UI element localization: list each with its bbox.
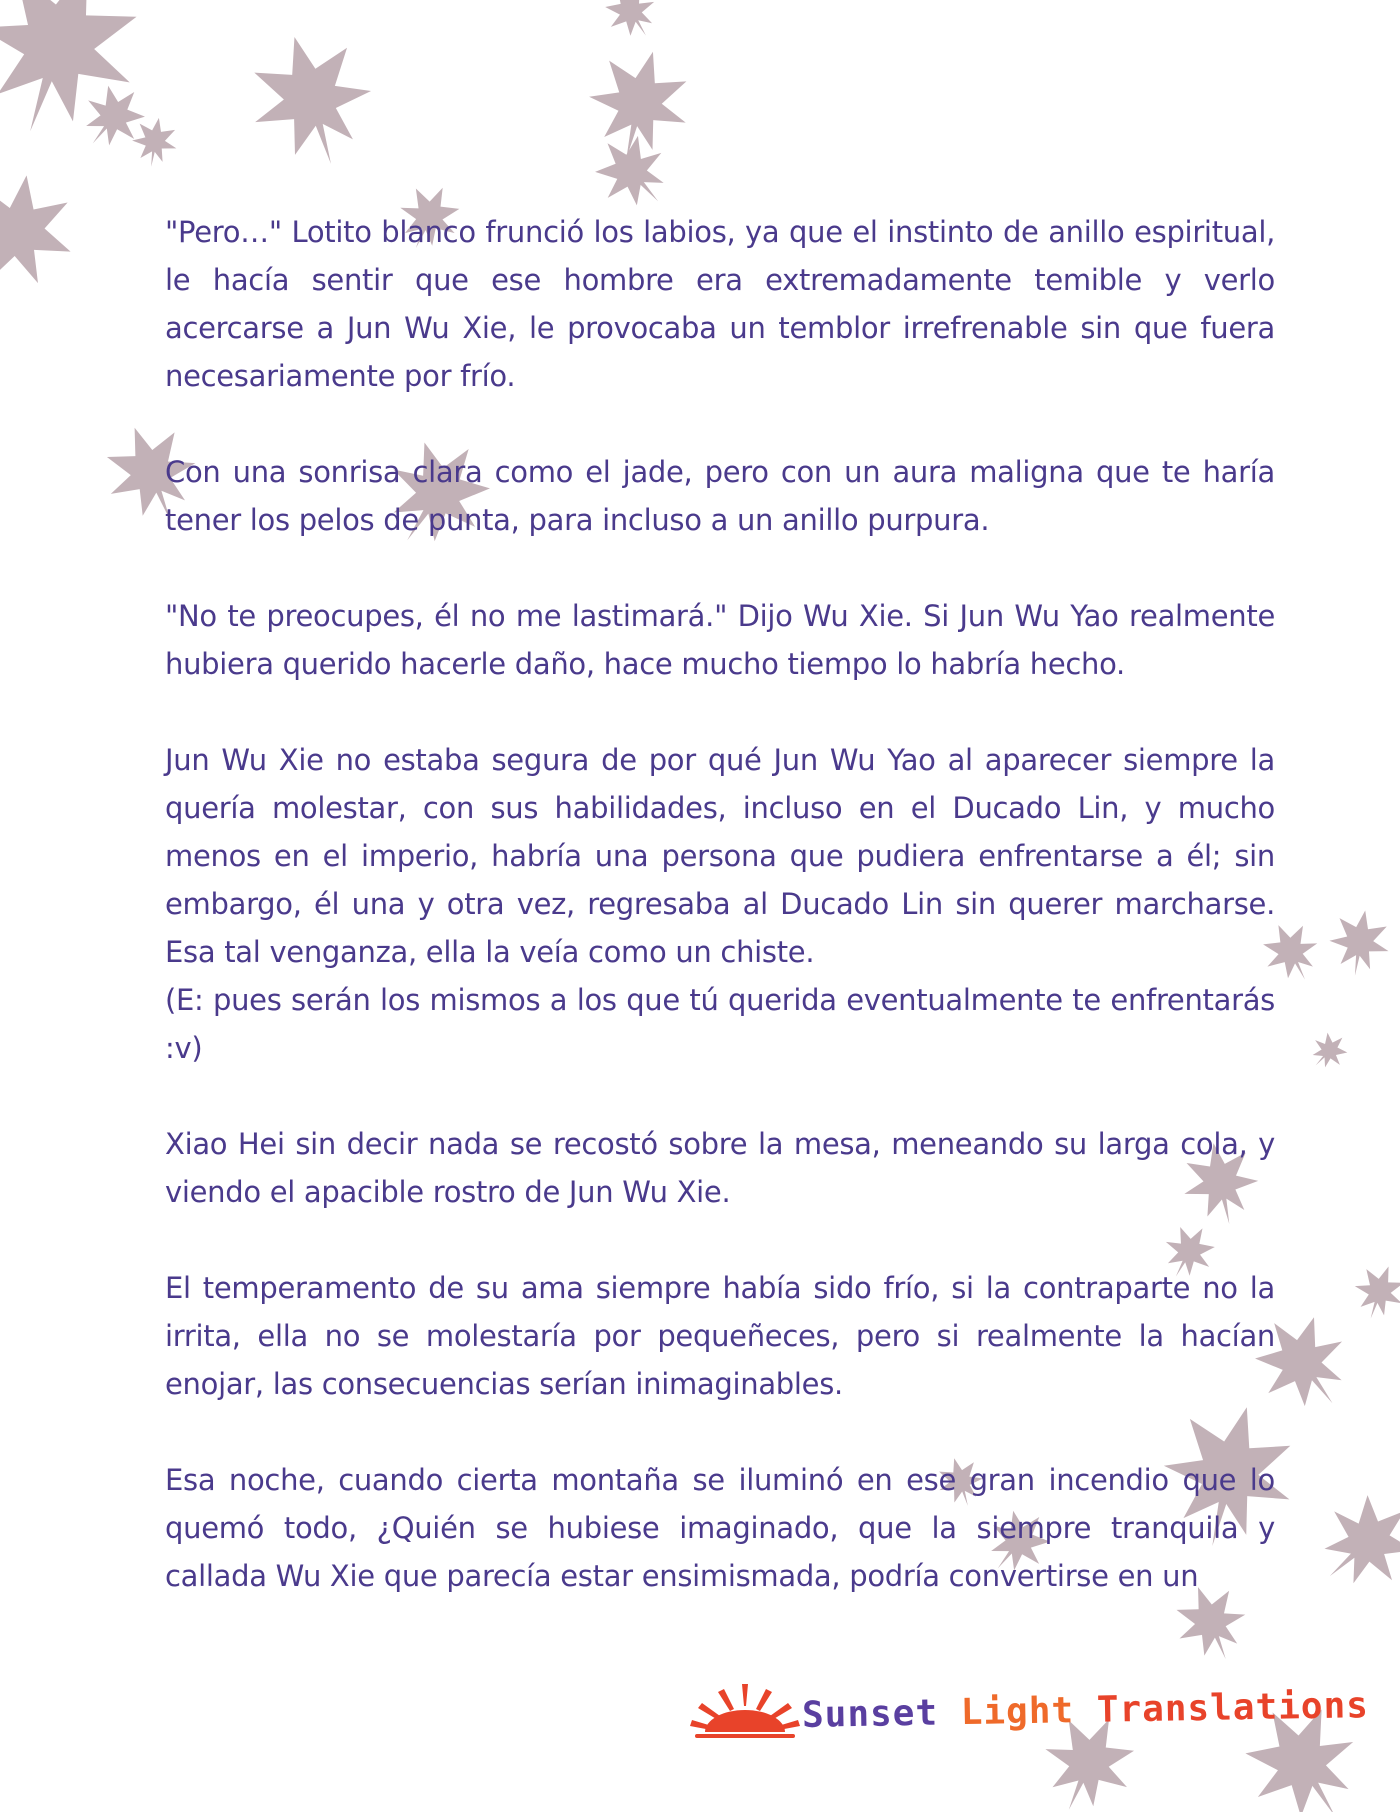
editor-note: (E: pues serán los mismos a los que tú querida eventualmente te enfrentarás :v) <box>165 983 1275 1065</box>
paragraph: Jun Wu Xie no estaba segura de por qué Jun Wu Yao al aparecer siempre la quería molestar, con sus habilidades, incluso en el Ducado Lin, y mucho menos en el imperio, habría una persona que pudiera enfrentarse a él; sin embargo, él una y otra vez, regresaba al Ducado Lin sin querer marcharse. Esa tal venganza, ella la veía como un chiste. <box>165 743 1275 969</box>
paragraph: El temperamento de su ama siempre había sido frío, si la contraparte no la irrita, ella no se molestaría por pequeñeces, pero si realmente la hacían enojar, las consecuencias serían inimaginables. <box>165 1271 1275 1401</box>
leaf-icon <box>237 22 387 181</box>
logo-word-translations: Translations <box>1096 1685 1370 1731</box>
leaf-icon <box>0 155 95 311</box>
paragraph: Con una sonrisa clara como el jade, pero con un aura maligna que te haría tener los pelos de punta, para incluso a un anillo purpura. <box>165 455 1275 537</box>
leaf-icon <box>1303 1025 1355 1077</box>
logo-word-sunset: Sunset <box>801 1692 939 1736</box>
sun-icon <box>690 1682 800 1742</box>
paragraph: "No te preocupes, él no me lastimará." Dijo Wu Xie. Si Jun Wu Yao realmente hubiera querido hacerle daño, hace mucho tiempo lo habría hecho. <box>165 599 1275 681</box>
leaf-icon <box>596 0 667 48</box>
paragraph: "Pero…" Lotito blanco frunció los labios, ya que el instinto de anillo espiritual, le hacía sentir que ese hombre era extremadamente temible y verlo acercarse a Jun Wu Xie, le provocaba un temblor irrefrenable sin que fuera necesariamente por frío. <box>165 215 1275 393</box>
logo-word-light: Light <box>960 1690 1075 1734</box>
document-body <box>165 208 1275 1600</box>
leaf-icon <box>1324 905 1395 980</box>
leaf-icon <box>69 73 157 162</box>
paragraph: Esa noche, cuando cierta montaña se iluminó en ese gran incendio que lo quemó todo, ¿Quién se hubiese imaginado, que la siempre tranquila y callada Wu Xie que parecía estar ensimismada, podría convertirse en un <box>165 1463 1275 1593</box>
sunset-light-translations-logo <box>690 1682 1370 1752</box>
leaf-icon <box>0 0 163 158</box>
paragraph: Xiao Hei sin decir nada se recostó sobre la mesa, meneando su larga cola, y viendo el apacible rostro de Jun Wu Xie. <box>165 1127 1275 1209</box>
leaf-icon <box>1300 1477 1400 1610</box>
logo-text <box>802 1685 1370 1736</box>
leaf-icon <box>128 114 181 171</box>
leaf-icon <box>1346 1258 1400 1327</box>
